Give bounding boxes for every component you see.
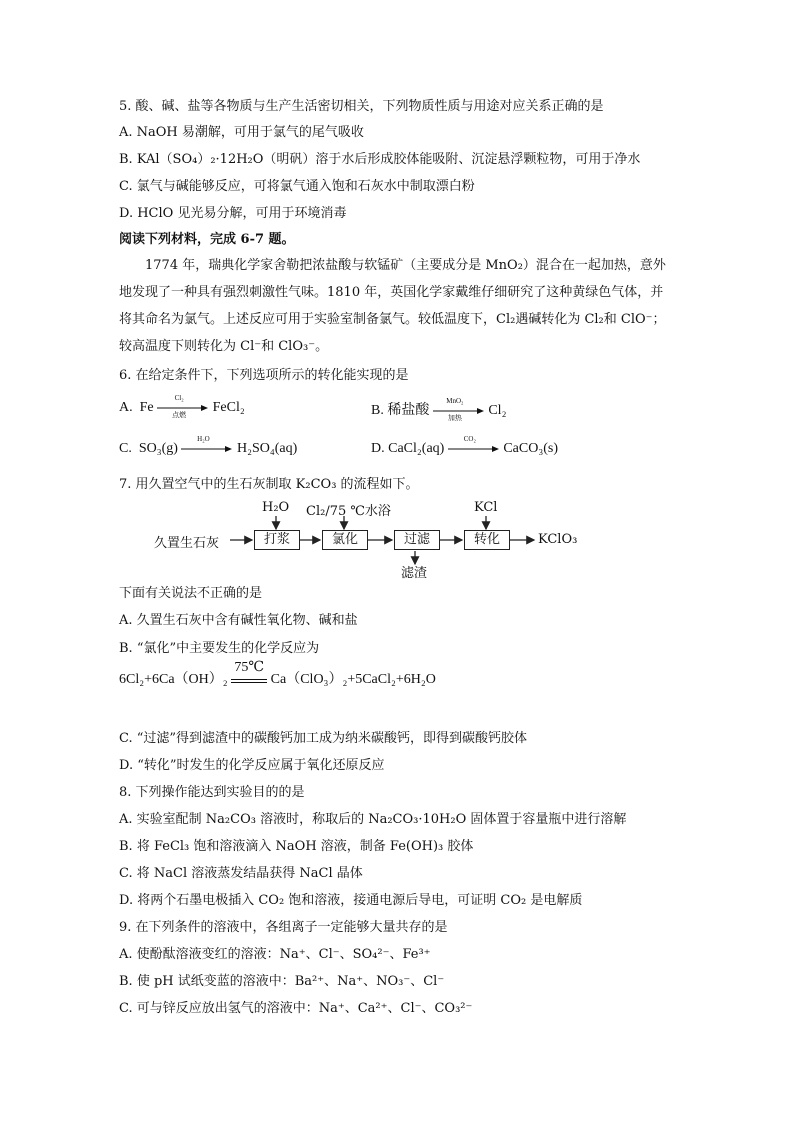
reactant: SO₃(g) [138,441,178,457]
q9-option-a: A. 使酚酞溶液变红的溶液：Na⁺、Cl⁻、SO₄²⁻、Fe³⁺ [119,947,431,962]
reaction-condition [231,659,267,690]
q7-option-b: B. “氯化”中主要发生的化学反应为 [119,641,320,656]
q9-option-c: C. 可与锌反应放出氢气的溶液中：Na⁺、Ca²⁺、Cl⁻、CO₃²⁻ [119,1001,473,1016]
flow-start: 久置生石灰 [154,536,220,551]
product: Cl₂ [488,403,507,418]
chlorination-reaction-equation [119,659,436,690]
reaction-arrow-icon [448,435,500,458]
q6-option-a [119,394,245,419]
process-flow-diagram [124,498,594,581]
q8-stem: 8. 下列操作能达到实验目的的是 [119,785,305,800]
reaction-products: Ca（ClO₃）₂+5CaCl₂+6H₂O [270,672,436,687]
product: CaCO₃(s) [503,441,558,457]
option-label: B. [371,403,384,418]
reaction-arrow-icon [181,435,233,458]
material-paragraph: 1774 年，瑞典化学家舍勒把浓盐酸与软锰矿（主要成分是 MnO₂）混合在一起加热，意外地发现了一种具有强烈刺激性气味。1810 年，英国化学家戴维仔细研究了这种黄绿色气体，并将其命名为氯气。上述反应可用于实验室制备氯气。较低温度下，Cl₂遇碱转化为 Cl₂和 ClO⁻；较高温度下则转化为 Cl⁻和 ClO₃⁻。 [119,258,666,354]
reactant: 稀盐酸 [387,403,430,418]
reaction-reactants: 6Cl₂+6Ca（OH）₂ [119,672,228,687]
product: FeCl₂ [212,400,245,416]
flow-input-chlorine: Cl₂/75 ℃水浴 [306,504,391,519]
q7-stem: 7. 用久置空气中的生石灰制取 K₂CO₃ 的流程如下。 [119,477,419,492]
condition-below: 加热 [447,413,462,422]
q5-option-c: C. 氯气与碱能够反应，可将氯气通入饱和石灰水中制取漂白粉 [119,179,475,194]
q5-option-d: D. HClO 见光易分解，可用于环境消毒 [119,206,347,221]
condition-below: 点燃 [172,411,187,419]
reagent-above: H₂O [197,435,210,443]
reagent-above: CO₂ [463,435,476,443]
option-label: D. [371,441,385,457]
q6-option-c [119,435,298,458]
reaction-arrow-icon [433,396,485,422]
reaction-arrow-icon [157,394,209,419]
flow-residue: 滤渣 [401,566,428,581]
q5-option-b: B. KAl（SO₄）₂·12H₂O（明矾）溶于水后形成胶体能吸附、沉淀悬浮颗粒物，可用于净水 [119,152,641,167]
q8-option-d: D. 将两个石墨电极插入 CO₂ 饱和溶液，接通电源后导电，可证明 CO₂ 是电解质 [119,893,583,908]
q6-option-d [371,435,558,458]
reagent-above: Cl₂ [174,394,184,402]
q5-option-a: A. NaOH 易潮解，可用于氯气的尾气吸收 [119,125,364,140]
q8-option-c: C. 将 NaCl 溶液蒸发结晶获得 NaCl 晶体 [119,866,363,881]
flow-input-kcl: KCl [474,500,498,515]
q9-stem: 9. 在下列条件的溶液中，各组离子一定能够大量共存的是 [119,920,448,935]
reactant: Fe [139,400,154,416]
flow-step-chlorination: 氯化 [322,530,368,550]
reaction-temperature: 75℃ [234,659,264,675]
flow-step-conversion: 转化 [464,530,510,550]
q9-option-b: B. 使 pH 试纸变蓝的溶液中：Ba²⁺、Na⁺、NO₃⁻、Cl⁻ [119,974,445,989]
flow-step-pulping: 打浆 [254,530,300,550]
q6-stem: 6. 在给定条件下，下列选项所示的转化能实现的是 [119,368,409,383]
q8-option-b: B. 将 FeCl₃ 饱和溶液滴入 NaOH 溶液，制备 Fe(OH)₃ 胶体 [119,839,474,854]
q7-prompt: 下面有关说法不正确的是 [119,586,263,601]
reactant: CaCl₂(aq) [388,441,445,457]
q7-option-a: A. 久置生石灰中含有碱性氧化物、碱和盐 [119,613,358,628]
material-heading: 阅读下列材料，完成 6-7 题。 [119,232,295,247]
q5-stem: 5. 酸、碱、盐等各物质与生产生活密切相关，下列物质性质与用途对应关系正确的是 [119,99,604,114]
flow-product: KClO₃ [538,532,578,547]
option-label: C. [119,441,132,457]
option-label: A. [119,400,133,416]
flow-step-filtration: 过滤 [394,530,440,550]
flow-input-water: H₂O [262,500,290,515]
reagent-above: MnO₂ [446,396,464,405]
q7-option-d: D. “转化”时发生的化学反应属于氧化还原反应 [119,758,385,773]
q8-option-a: A. 实验室配制 Na₂CO₃ 溶液时，称取后的 Na₂CO₃·10H₂O 固体置于容量瓶中进行溶解 [119,812,627,827]
q7-option-c: C. “过滤”得到滤渣中的碳酸钙加工成为纳米碳酸钙，即得到碳酸钙胶体 [119,731,528,746]
q6-option-b [371,396,507,422]
product: H₂SO₄(aq) [236,441,298,457]
